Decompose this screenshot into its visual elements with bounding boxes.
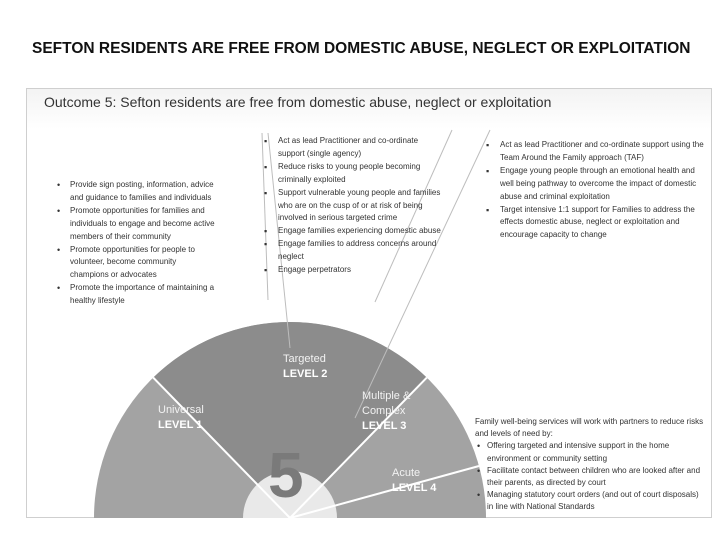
list-item: • Promote opportunities for families and individuals to engage and become active members of their community [56, 205, 216, 244]
list-item: • Promote the importance of maintaining a healthy lifestyle [56, 282, 216, 308]
acute-intro: Family well-being services will work with partners to reduce risks and levels of need by: [475, 417, 704, 439]
outcome-subtitle: Outcome 5: Sefton residents are free from domestic abuse, neglect or exploitation [44, 94, 552, 110]
list-item: ▪ Target intensive 1:1 support for Families to address the effects domestic abuse, neglect or exploitation and encourage capacity to change [486, 204, 704, 243]
list-item: ▪ Act as lead Practitioner and co-ordinate support (single agency) [264, 135, 442, 161]
list-item: • Offering targeted and intensive support in the home environment or community setting [475, 440, 705, 464]
list-item: ▪ Engage families to address concerns around neglect [264, 238, 442, 264]
acute-note [475, 416, 705, 514]
level-1-label [158, 403, 204, 433]
level-number: LEVEL 4 [392, 482, 437, 494]
list-item: ▪ Support vulnerable young people and families who are on the cusp of or at risk of being involved in serious targeted crime [264, 187, 442, 226]
level-name: Multiple & Complex [362, 390, 411, 417]
level-3-label [362, 389, 432, 434]
list-item: • Managing statutory court orders (and out of court disposals) in line with National Standards [475, 489, 705, 513]
list-item: • Provide sign posting, information, advice and guidance to families and individuals [56, 179, 216, 205]
page-title: SEFTON RESIDENTS ARE FREE FROM DOMESTIC ABUSE, NEGLECT OR EXPLOITATION [32, 40, 691, 57]
list-item: • Promote opportunities for people to volunteer, become community champions or advocates [56, 244, 216, 283]
targeted-bullet-list [264, 135, 442, 277]
universal-bullet-list [56, 179, 216, 308]
level-name: Targeted [283, 353, 326, 365]
level-name: Universal [158, 404, 204, 416]
list-item: • Facilitate contact between children who are looked after and their parents, as directed by court [475, 465, 705, 489]
list-item: ▪ Reduce risks to young people becoming criminally exploited [264, 161, 442, 187]
level-name: Acute [392, 467, 421, 479]
list-item: ▪ Engage families experiencing domestic abuse [264, 225, 442, 238]
level-number: LEVEL 2 [283, 368, 328, 380]
outcome-number: 5 [268, 439, 304, 511]
acute-bullet-list [475, 440, 705, 513]
list-item: ▪ Engage young people through an emotional health and well being pathway to overcome the impact of domestic abuse and criminal exploitation [486, 165, 704, 204]
level-number: LEVEL 1 [158, 419, 203, 431]
list-item: ▪ Act as lead Practitioner and co-ordinate support using the Team Around the Family approach (TAF) [486, 139, 704, 165]
list-item: ▪ Engage perpetrators [264, 264, 442, 277]
multiple-bullet-list [486, 139, 704, 242]
level-2-label [283, 352, 327, 382]
level-4-label [392, 466, 436, 496]
level-number: LEVEL 3 [362, 420, 407, 432]
